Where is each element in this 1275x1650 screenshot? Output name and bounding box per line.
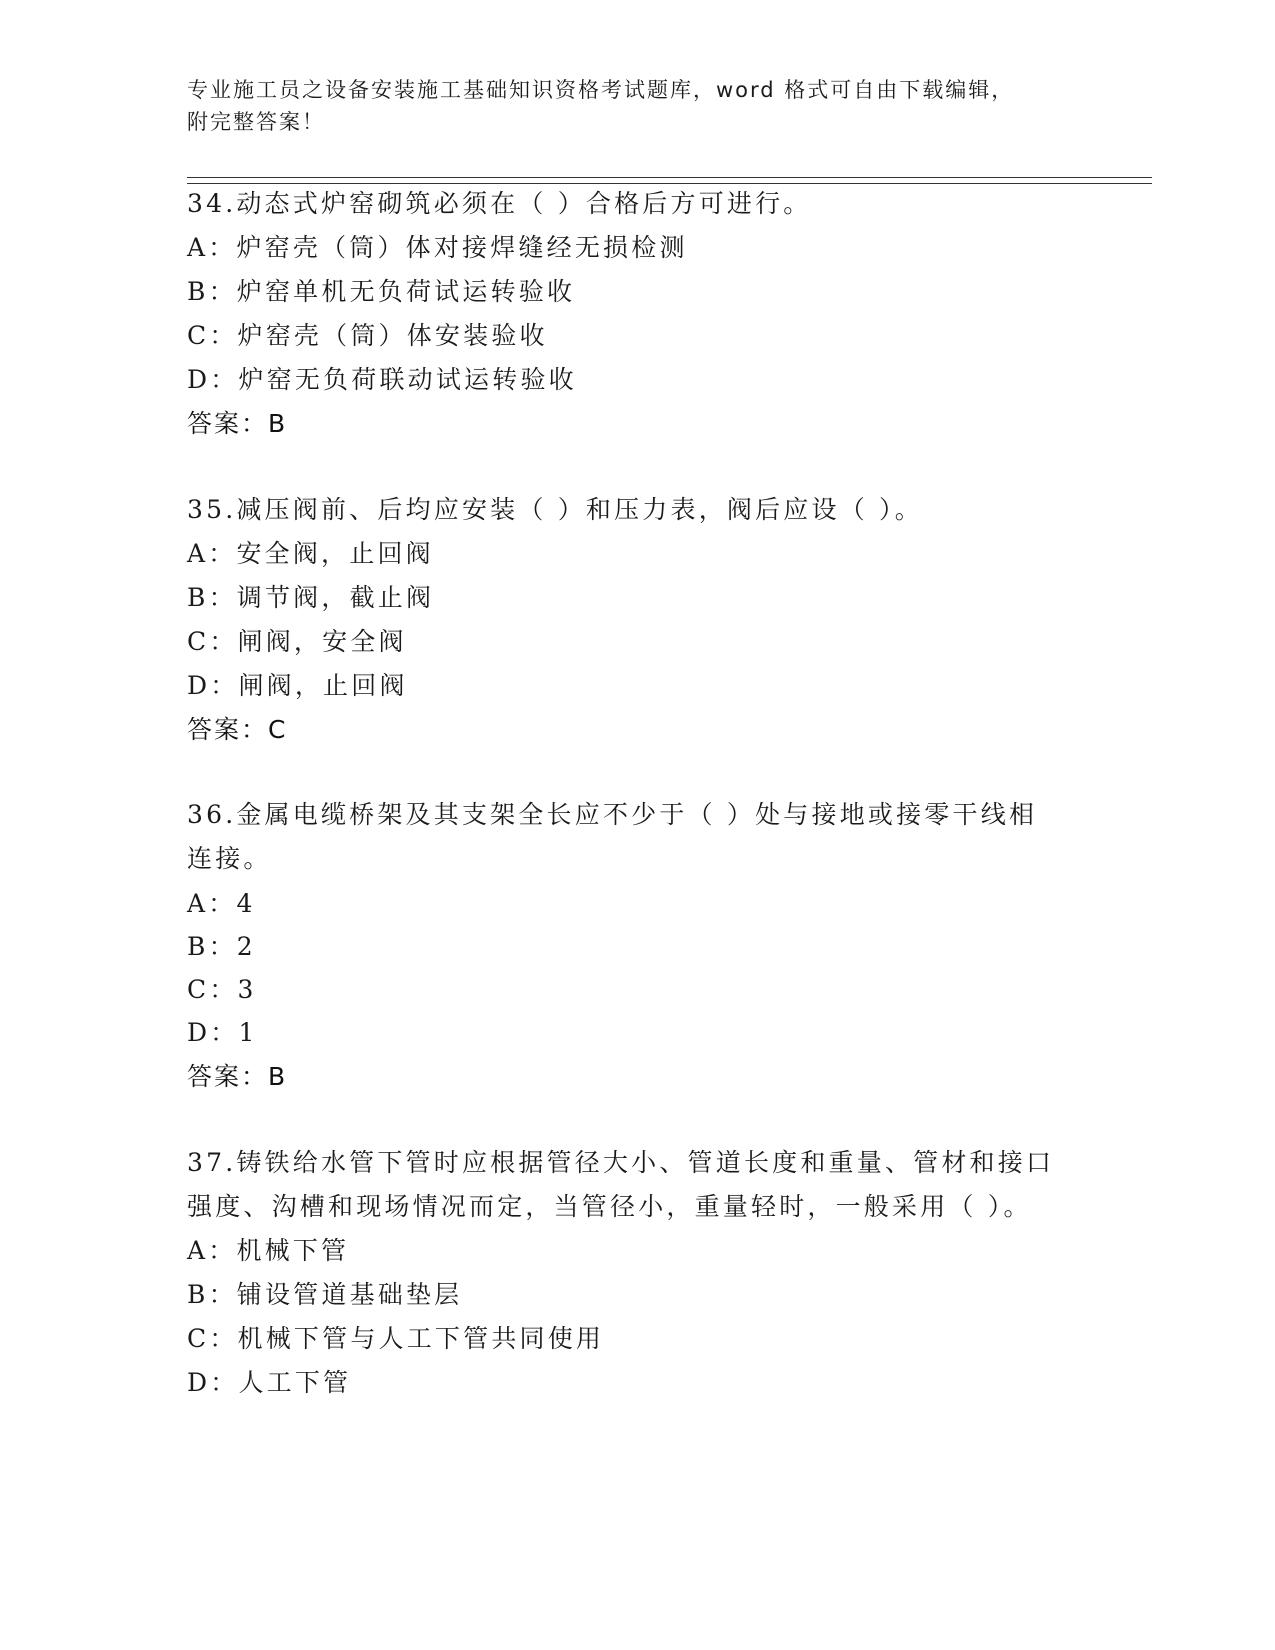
question-35-option-d: D：闸阀，止回阀 [187,671,408,700]
header-line-1: 专业施工员之设备安装施工基础知识资格考试题库，word 格式可自由下载编辑， [187,78,1015,102]
question-36-option-b: B：2 [187,932,256,961]
question-37-option-b: B：铺设管道基础垫层 [187,1280,463,1309]
question-34-stem: 34.动态式炉窑砌筑必须在（ ）合格后方可进行。 [187,189,812,218]
question-35-option-b: B：调节阀，截止阀 [187,583,435,612]
question-37-stem-line-2: 强度、沟槽和现场情况而定，当管径小，重量轻时，一般采用（ ）。 [187,1192,1032,1221]
question-37-option-d: D：人工下管 [187,1368,352,1397]
question-35-option-c: C：闸阀，安全阀 [187,627,407,656]
question-37-option-c: C：机械下管与人工下管共同使用 [187,1324,605,1353]
header-line-2: 附完整答案！ [187,110,325,134]
question-36-stem-line-1: 36.金属电缆桥架及其支架全长应不少于（ ）处与接地或接零干线相 [187,800,1038,829]
header-divider-bottom [187,183,1152,184]
question-34-option-b: B：炉窑单机无负荷试运转验收 [187,277,576,306]
question-35-stem: 35.减压阀前、后均应安装（ ）和压力表，阀后应设（ ）。 [187,495,923,524]
question-36-option-d: D：1 [187,1018,258,1047]
question-36-stem-line-2: 连接。 [187,844,272,873]
header-divider-top [187,177,1152,178]
question-34-option-c: C：炉窑壳（筒）体安装验收 [187,321,548,350]
question-34-answer: 答案：B [187,409,288,438]
question-36-option-a: A：4 [187,889,256,918]
question-35-option-a: A：安全阀，止回阀 [187,539,434,568]
question-34-option-d: D：炉窑无负荷联动试运转验收 [187,365,577,394]
question-37-option-a: A：机械下管 [187,1236,350,1265]
question-37-stem-line-1: 37.铸铁给水管下管时应根据管径大小、管道长度和重量、管材和接口 [187,1148,1055,1177]
question-36-answer: 答案：B [187,1062,288,1091]
question-36-option-c: C：3 [187,975,257,1004]
document-header [187,74,1067,138]
question-34-option-a: A：炉窑壳（筒）体对接焊缝经无损检测 [187,233,688,262]
question-35-answer: 答案：C [187,715,288,744]
